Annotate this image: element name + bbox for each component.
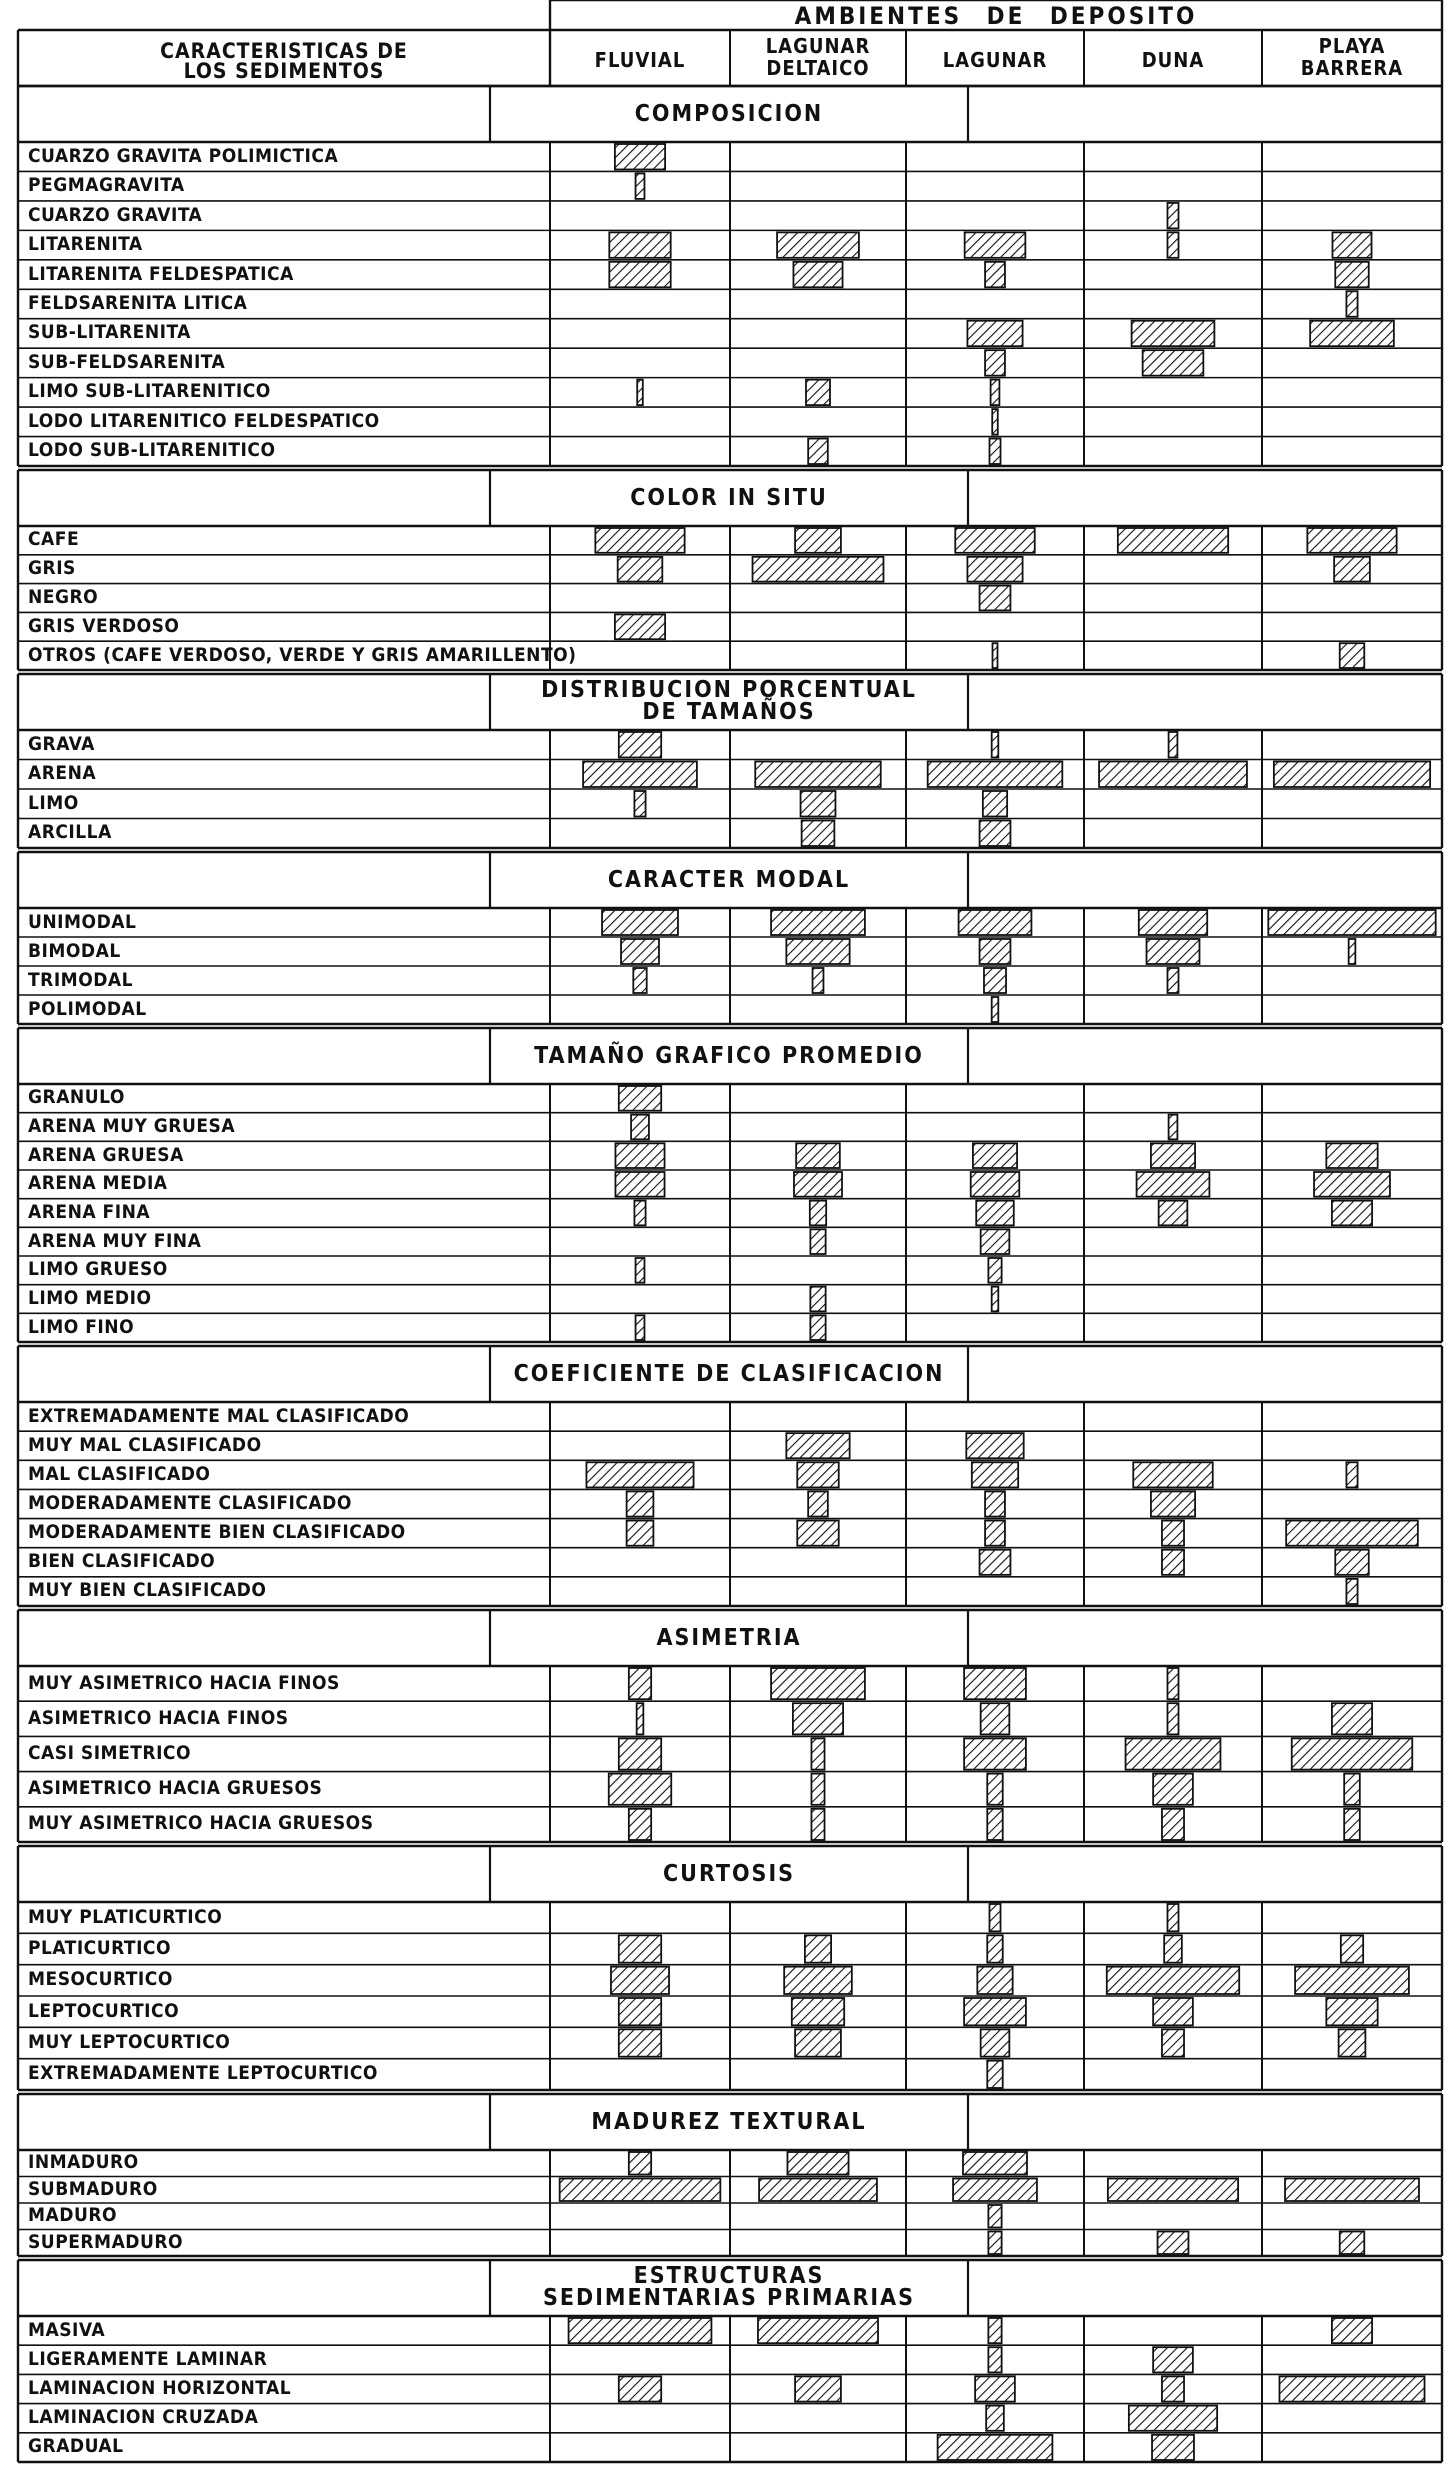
row-label: SUPERMADURO [28,2230,184,2253]
section-title-1-0: COLOR IN SITU [630,485,828,511]
frequency-bar [964,1668,1026,1699]
frequency-bar [586,1462,693,1487]
frequency-bar [615,1143,664,1168]
frequency-bar [1332,2318,1372,2343]
row-label: MODERADAMENTE BIEN CLASIFICADO [28,1521,406,1544]
frequency-bar [988,2347,1001,2372]
frequency-bar [1340,643,1365,668]
row-label: EXTREMADAMENTE LEPTOCURTICO [28,2062,378,2085]
frequency-bar [987,1809,1002,1840]
row-label: ARENA MEDIA [28,1172,168,1195]
section-title-7-0: CURTOSIS [662,1861,796,1887]
frequency-bar [810,1229,825,1254]
row-label: LEPTOCURTICO [28,1999,180,2022]
row-label: LAMINACION CRUZADA [28,2406,259,2429]
row-label: TRIMODAL [28,968,134,991]
frequency-bar [1332,1703,1372,1734]
frequency-bar [1162,1521,1184,1546]
frequency-bar [980,1550,1011,1575]
frequency-bar [619,2376,661,2401]
frequency-bar [972,1462,1018,1487]
frequency-bar [771,1668,865,1699]
row-label: GRAVA [28,732,95,755]
frequency-bar [795,2376,841,2401]
row-label: MUY ASIMETRICO HACIA FINOS [28,1671,340,1694]
section-title-9-1: SEDIMENTARIAS PRIMARIAS [542,2285,915,2311]
section-title-3-0: CARACTER MODAL [607,867,851,893]
row-label: GRADUAL [28,2435,124,2458]
row-label: SUBMADURO [28,2177,158,2200]
frequency-bar [1169,1115,1178,1140]
frequency-bar [619,1738,661,1769]
frequency-bar [1295,1967,1409,1994]
frequency-bar [786,1433,849,1458]
section-title-2-0: DISTRIBUCION PORCENTUAL [541,677,917,703]
frequency-bar [1162,1550,1184,1575]
frequency-bar [805,1935,831,1962]
row-label: SUB-FELDSARENITA [28,350,226,373]
section-title-9-0: ESTRUCTURAS [633,2263,825,2289]
frequency-bar [797,1521,838,1546]
env-header-4-0: PLAYA [1318,34,1386,58]
row-label: PLATICURTICO [28,1937,172,1959]
frequency-bar [1339,2029,1366,2056]
row-label: ASIMETRICO HACIA FINOS [28,1706,289,1729]
row-label: CAFE [28,528,80,551]
frequency-bar [609,232,670,257]
frequency-bar [987,1935,1002,1962]
frequency-bar [1153,2347,1193,2372]
frequency-bar [811,1738,824,1769]
frequency-bar [1152,2435,1194,2460]
row-label: CUARZO GRAVITA [28,203,203,226]
row-label: LITARENITA [28,233,143,256]
frequency-bar [629,1809,651,1840]
frequency-bar [1108,2179,1238,2202]
row-label: CUARZO GRAVITA POLIMICTICA [28,144,339,167]
row-label: GRIS VERDOSO [28,614,180,637]
row-label: LIGERAMENTE LAMINAR [28,2347,268,2370]
frequency-bar [1268,910,1435,935]
frequency-bar [993,643,998,668]
frequency-bar [938,2435,1053,2460]
frequency-bar [980,586,1011,611]
frequency-bar [1286,1521,1418,1546]
frequency-bar [973,1143,1017,1168]
frequency-bar [758,2318,878,2343]
row-label: LITARENITA FELDESPATICA [28,262,294,285]
env-header-0-0: FLUVIAL [594,48,686,72]
row-label: MASIVA [28,2318,106,2341]
frequency-bar [753,557,884,582]
frequency-bar [1159,1201,1188,1226]
row-label: LAMINACION HORIZONTAL [28,2377,292,2399]
row-label: LIMO MEDIO [28,1287,152,1309]
frequency-bar [991,380,1000,405]
frequency-bar [621,939,659,964]
frequency-bar [634,1201,645,1226]
row-label: ARENA MUY FINA [28,1229,202,1252]
row-label: EXTREMADAMENTE MAL CLASIFICADO [28,1404,410,1427]
frequency-bar [811,1774,824,1805]
frequency-bar [992,1287,999,1312]
frequency-bar [1153,1998,1193,2025]
frequency-bar [794,1172,842,1197]
frequency-bar [583,762,697,788]
frequency-bar [1346,291,1357,316]
frequency-bar [806,380,830,405]
frequency-bar [784,1967,852,1994]
frequency-bar [1167,232,1178,257]
frequency-bar [1143,350,1204,375]
frequency-bar [1344,1774,1360,1805]
frequency-bar [619,1935,661,1962]
frequency-bar [1167,1668,1178,1699]
row-label: FELDSARENITA LITICA [28,292,248,314]
frequency-bar [615,1172,664,1197]
frequency-bar [609,1774,671,1805]
frequency-bar [1340,2232,1365,2255]
frequency-bar [787,2152,848,2175]
frequency-bar [1169,732,1178,758]
row-label: ARENA GRUESA [28,1143,184,1166]
row-label: NEGRO [28,586,99,608]
row-label: UNIMODAL [28,910,137,933]
frequency-bar [1162,2029,1184,2056]
frequency-bar [989,439,1000,464]
frequency-bar [1346,1462,1357,1487]
row-label: OTROS (CAFE VERDOSO, VERDE Y GRIS AMARILLENTO) [28,643,577,666]
frequency-bar [985,1491,1005,1516]
row-label: MUY LEPTOCURTICO [28,2031,231,2053]
frequency-bar [986,2406,1004,2431]
section-title-8-0: MADUREZ TEXTURAL [591,2109,867,2135]
frequency-bar [802,821,835,847]
frequency-bar [810,1315,825,1340]
frequency-bar [569,2318,712,2343]
frequency-bar [985,350,1005,375]
frequency-bar [1334,557,1370,582]
frequency-bar [1332,232,1371,257]
frequency-bar [992,997,999,1022]
row-label: POLIMODAL [28,997,147,1020]
frequency-bar [964,1998,1026,2025]
frequency-bar [953,2179,1037,2202]
frequency-bar [1307,528,1396,553]
row-label: ARCILLA [28,821,112,844]
frequency-bar [1164,1935,1182,1962]
frequency-bar [1147,939,1200,964]
frequency-bar [967,321,1022,346]
frequency-bar [955,528,1034,553]
row-label: PEGMAGRAVITA [28,174,185,197]
row-label: GRANULO [28,1086,125,1109]
env-header-1-1: DELTAICO [766,56,870,80]
frequency-bar [1167,1904,1178,1931]
frequency-bar [1335,1550,1368,1575]
row-label: MUY BIEN CLASIFICADO [28,1579,267,1602]
frequency-bar [988,1258,1001,1283]
row-label: ARENA MUY GRUESA [28,1115,236,1137]
row-label: BIMODAL [28,939,121,962]
frequency-bar [963,2152,1027,2175]
frequency-bar [966,1433,1023,1458]
frequency-bar [1151,1491,1195,1516]
frequency-bar [808,1491,828,1516]
frequency-bar [636,1315,645,1340]
frequency-bar [988,2205,1001,2228]
frequency-bar [980,939,1011,964]
row-label: MUY PLATICURTICO [28,1905,223,1928]
env-header-3-0: DUNA [1141,48,1205,72]
row-label: MODERADAMENTE CLASIFICADO [28,1492,352,1514]
frequency-bar [797,1462,838,1487]
frequency-bar [1133,1462,1212,1487]
frequency-bar [811,1809,824,1840]
frequency-bar [810,1287,825,1312]
frequency-bar [985,262,1005,287]
row-label: MAL CLASIFICADO [28,1462,211,1485]
frequency-bar [965,232,1026,257]
frequency-bar [980,821,1011,847]
frequency-bar [602,910,678,935]
frequency-bar [988,2318,1001,2343]
frequency-bar [928,762,1063,788]
header-caracteristicas-line1: CARACTERISTICAS DE [160,39,408,63]
frequency-bar [967,557,1022,582]
header-caracteristicas-line2: LOS SEDIMENTOS [183,59,385,83]
frequency-bar [634,791,645,817]
frequency-bar [629,1668,651,1699]
frequency-bar [1151,1143,1195,1168]
frequency-bar [771,910,865,935]
frequency-bar [637,380,643,405]
row-label: INMADURO [28,2151,139,2174]
frequency-bar [959,910,1032,935]
row-label: CASI SIMETRICO [28,1742,191,1764]
frequency-bar [977,1967,1012,1994]
row-label: ARENA [28,762,97,785]
frequency-bar [975,2376,1015,2401]
row-label: LIMO GRUESO [28,1258,168,1281]
row-label: LIMO FINO [28,1315,135,1338]
frequency-bar [1346,1579,1357,1604]
frequency-bar [1335,262,1368,287]
frequency-bar [984,968,1006,993]
frequency-bar [1167,968,1178,993]
row-label: ASIMETRICO HACIA GRUESOS [28,1777,323,1800]
frequency-bar [1310,321,1394,346]
frequency-bar [976,1201,1014,1226]
frequency-bar [1129,2406,1217,2431]
frequency-bar [792,1998,844,2025]
frequency-bar [795,2029,841,2056]
frequency-bar [1126,1738,1221,1769]
frequency-bar [627,1491,654,1516]
frequency-bar [615,144,665,169]
frequency-bar [793,262,842,287]
frequency-bar [595,528,684,553]
frequency-bar [1344,1809,1360,1840]
env-header-2-0: LAGUNAR [942,48,1048,72]
frequency-bar [619,2029,661,2056]
row-label: SUB-LITARENITA [28,321,191,344]
frequency-bar [985,1521,1005,1546]
row-label: MADURO [28,2204,118,2227]
frequency-bar [1162,1809,1184,1840]
frequency-bar [1137,1172,1210,1197]
frequency-bar [1153,1774,1193,1805]
frequency-bar [615,614,665,639]
frequency-bar [964,1738,1026,1769]
frequency-bar [801,791,836,817]
frequency-bar [637,1703,644,1734]
frequency-bar [636,173,645,198]
frequency-bar [1158,2232,1189,2255]
row-label: MESOCURTICO [28,1968,173,1991]
frequency-bar [1118,528,1228,553]
frequency-bar [1285,2179,1419,2202]
frequency-bar [987,1774,1002,1805]
frequency-bar [631,1115,649,1140]
frequency-bar [987,2061,1002,2088]
frequency-bar [1167,1703,1178,1734]
frequency-bar [1279,2376,1424,2401]
frequency-bar [636,1258,645,1283]
row-label: GRIS [28,557,76,580]
frequency-bar [1326,1998,1377,2025]
frequency-bar [560,2179,721,2202]
env-header-4-1: BARRERA [1300,56,1404,80]
frequency-bar [1139,910,1207,935]
row-label: MUY MAL CLASIFICADO [28,1433,262,1456]
frequency-bar [981,2029,1010,2056]
env-header-1-0: LAGUNAR [765,34,871,58]
header-ambientes-de-deposito: AMBIENTES DE DEPOSITO [794,2,1198,30]
frequency-bar [633,968,646,993]
frequency-bar [627,1521,654,1546]
frequency-bar [629,2152,651,2175]
frequency-bar [989,1904,1000,1931]
frequency-bar [810,1201,826,1226]
frequency-bar [755,762,880,788]
frequency-bar [1099,762,1247,788]
row-label: BIEN CLASIFICADO [28,1550,216,1573]
frequency-bar [1349,939,1356,964]
frequency-bar [611,1967,669,1994]
frequency-bar [992,409,998,434]
row-label: ARENA FINA [28,1201,151,1223]
frequency-bar [1332,1201,1372,1226]
frequency-bar [1132,321,1215,346]
frequency-bar [981,1229,1010,1254]
row-label: LIMO SUB-LITARENITICO [28,380,271,403]
frequency-bar [1167,203,1178,228]
frequency-bar [796,1143,840,1168]
frequency-bar [808,439,828,464]
frequency-bar [1341,1935,1363,1962]
frequency-bar [1292,1738,1413,1769]
frequency-bar [813,968,824,993]
row-label: MUY ASIMETRICO HACIA GRUESOS [28,1812,374,1835]
frequency-bar [1107,1967,1239,1994]
frequency-bar [971,1172,1020,1197]
frequency-bar [609,262,670,287]
row-label: LODO LITARENITICO FELDESPATICO [28,409,380,432]
row-label: LODO SUB-LITARENITICO [28,439,276,462]
frequency-bar [983,791,1007,817]
frequency-bar [1314,1172,1390,1197]
frequency-bar [992,732,999,758]
frequency-bar [619,1998,661,2025]
frequency-bar [988,2232,1001,2255]
section-title-5-0: COEFICIENTE DE CLASIFICACION [513,1361,945,1387]
section-title-2-1: DE TAMAÑOS [642,699,816,725]
frequency-bar [786,939,849,964]
frequency-bar [619,1086,661,1111]
frequency-bar [619,732,661,758]
section-title-0-0: COMPOSICION [634,101,824,127]
frequency-bar [1274,762,1430,788]
frequency-bar [981,1703,1010,1734]
frequency-bar [777,232,859,257]
frequency-bar [793,1703,843,1734]
section-title-4-0: TAMAÑO GRAFICO PROMEDIO [534,1043,924,1069]
frequency-bar [1162,2376,1184,2401]
row-label: LIMO [28,791,79,814]
frequency-bar [759,2179,877,2202]
frequency-bar [1326,1143,1377,1168]
frequency-bar [795,528,841,553]
section-title-6-0: ASIMETRIA [656,1625,802,1651]
frequency-bar [618,557,663,582]
